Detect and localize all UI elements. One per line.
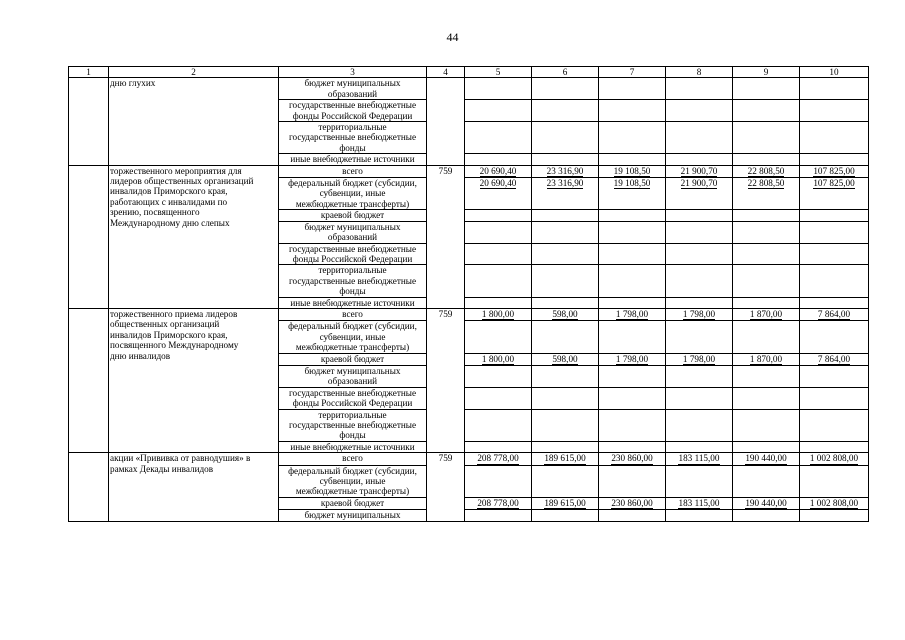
amount-cell <box>666 409 733 441</box>
page-number: 44 <box>446 30 459 44</box>
amount-value: 189 615,00 <box>544 497 586 508</box>
amount-cell <box>465 165 532 177</box>
funding-source-line: всего <box>342 453 363 464</box>
amount-cell <box>599 453 666 465</box>
amount-cell <box>532 308 599 320</box>
funding-source-cell <box>279 154 427 165</box>
funding-source-line: территориальные <box>318 409 387 420</box>
amount-cell <box>532 221 599 243</box>
amount-cell <box>733 453 800 465</box>
amount-cell <box>532 122 599 154</box>
column-header: 3 <box>279 67 427 78</box>
amount-value: 22 808,50 <box>747 165 785 176</box>
amount-cell <box>599 308 666 320</box>
amount-cell <box>800 409 869 441</box>
column-header: 6 <box>532 67 599 78</box>
funding-source-line: бюджет муниципальных <box>304 510 401 521</box>
measure-name-line: работающих с инвалидами по <box>110 196 228 207</box>
measure-name-line: лидеров общественных организаций <box>110 176 254 187</box>
amount-cell <box>666 387 733 409</box>
amount-cell <box>532 297 599 308</box>
measure-name-line: общественных организаций <box>110 319 220 330</box>
funding-source-line: краевой бюджет <box>320 210 385 221</box>
amount-cell <box>666 221 733 243</box>
amount-value: 23 316,90 <box>546 178 584 189</box>
amount-cell <box>800 178 869 210</box>
amount-value: 20 690,40 <box>479 178 517 189</box>
funding-source-line: фонды <box>339 286 366 297</box>
amount-cell <box>599 510 666 521</box>
column-header: 7 <box>599 67 666 78</box>
amount-value: 230 860,00 <box>611 453 653 464</box>
amount-cell <box>599 387 666 409</box>
amount-value: 21 900,70 <box>680 178 718 189</box>
table-row <box>69 78 869 100</box>
amount-cell <box>532 321 599 353</box>
amount-cell <box>800 465 869 497</box>
amount-cell <box>733 297 800 308</box>
amount-cell <box>465 353 532 365</box>
amount-cell <box>532 453 599 465</box>
amount-cell <box>800 265 869 297</box>
amount-cell <box>733 243 800 265</box>
amount-cell <box>666 453 733 465</box>
funding-source-line: фонды <box>339 430 366 441</box>
funding-source-line: межбюджетные трансферты) <box>295 198 410 209</box>
amount-cell <box>599 353 666 365</box>
amount-cell <box>666 265 733 297</box>
funding-source-cell <box>279 308 427 320</box>
amount-cell <box>666 210 733 221</box>
amount-cell <box>666 100 733 122</box>
measure-name-line: дню инвалидов <box>110 350 171 361</box>
funding-source-cell <box>279 265 427 297</box>
column-header: 2 <box>109 67 279 78</box>
amount-cell <box>666 122 733 154</box>
amount-cell <box>800 221 869 243</box>
funding-source-cell <box>279 122 427 154</box>
measure-name-line: рамках Декады инвалидов <box>110 463 214 474</box>
measure-name-line: Международному дню слепых <box>110 217 230 228</box>
amount-cell <box>733 265 800 297</box>
amount-cell <box>666 154 733 165</box>
amount-value: 1 798,00 <box>615 353 649 364</box>
funding-source-cell <box>279 510 427 521</box>
funding-source-cell <box>279 453 427 465</box>
amount-cell <box>465 100 532 122</box>
amount-cell <box>800 122 869 154</box>
amount-value: 7 864,00 <box>817 308 851 319</box>
column-header-row <box>69 67 869 78</box>
measure-name-cell <box>109 453 279 521</box>
amount-value: 230 860,00 <box>611 497 653 508</box>
funding-source-cell <box>279 465 427 497</box>
measure-name-cell <box>109 78 279 165</box>
amount-cell <box>599 100 666 122</box>
amount-cell <box>532 265 599 297</box>
amount-value: 1 002 808,00 <box>809 453 859 464</box>
funding-source-line: бюджет муниципальных <box>304 365 401 376</box>
amount-cell <box>800 297 869 308</box>
amount-value: 190 440,00 <box>745 497 787 508</box>
funding-source-cell <box>279 221 427 243</box>
amount-cell <box>666 243 733 265</box>
funding-source-line: образований <box>327 232 378 243</box>
budget-code-cell: 759 <box>427 308 465 452</box>
funding-source-line: государственные внебюджетные <box>288 420 417 430</box>
row-number-cell <box>69 308 109 452</box>
measure-name-line: зрению, посвященного <box>110 207 200 218</box>
amount-cell <box>532 365 599 387</box>
amount-value: 190 440,00 <box>745 453 787 464</box>
amount-cell <box>599 210 666 221</box>
amount-cell <box>666 308 733 320</box>
funding-source-line: федеральный бюджет (субсидии, <box>288 465 417 476</box>
amount-value: 1 800,00 <box>481 353 515 364</box>
funding-source-cell <box>279 441 427 452</box>
funding-source-line: фонды Российской Федерации <box>292 253 413 264</box>
funding-source-line: государственные внебюджетные <box>288 132 417 143</box>
column-header: 8 <box>666 67 733 78</box>
amount-cell <box>733 465 800 497</box>
amount-value: 183 115,00 <box>678 497 720 508</box>
amount-value: 1 798,00 <box>682 353 716 364</box>
funding-source-line: иные внебюджетные источники <box>290 441 415 452</box>
funding-source-line: образований <box>327 88 378 99</box>
amount-cell <box>800 387 869 409</box>
amount-cell <box>599 221 666 243</box>
amount-cell <box>465 243 532 265</box>
amount-value: 1 870,00 <box>749 308 783 319</box>
table-row <box>69 165 869 177</box>
funding-source-cell <box>279 497 427 509</box>
amount-cell <box>800 165 869 177</box>
amount-value: 208 778,00 <box>477 453 519 464</box>
row-number-cell <box>69 78 109 165</box>
amount-cell <box>599 165 666 177</box>
funding-source-cell <box>279 178 427 210</box>
amount-cell <box>599 178 666 210</box>
amount-cell <box>599 243 666 265</box>
amount-cell <box>733 441 800 452</box>
column-header: 10 <box>800 67 869 78</box>
funding-source-line: субвенции, иные <box>319 476 386 487</box>
measure-name-line: посвященного Международному <box>110 340 239 351</box>
amount-value: 7 864,00 <box>817 353 851 364</box>
measure-name-line: дню глухих <box>110 78 156 89</box>
amount-cell <box>465 297 532 308</box>
funding-source-cell <box>279 321 427 353</box>
amount-cell <box>532 243 599 265</box>
amount-value: 208 778,00 <box>477 497 519 508</box>
amount-cell <box>532 78 599 100</box>
amount-cell <box>532 353 599 365</box>
amount-cell <box>532 409 599 441</box>
budget-code-cell: 759 <box>427 453 465 521</box>
funding-source-line: краевой бюджет <box>320 497 385 508</box>
funding-source-cell <box>279 78 427 100</box>
amount-cell <box>465 178 532 210</box>
table-row <box>69 453 869 465</box>
amount-cell <box>800 453 869 465</box>
amount-value: 1 798,00 <box>615 308 649 319</box>
amount-cell <box>733 365 800 387</box>
amount-cell <box>465 409 532 441</box>
amount-value: 183 115,00 <box>678 453 720 464</box>
amount-cell <box>666 178 733 210</box>
funding-source-line: образований <box>327 376 378 387</box>
amount-cell <box>532 100 599 122</box>
funding-source-line: государственные внебюджетные <box>288 100 417 111</box>
amount-cell <box>733 221 800 243</box>
amount-cell <box>800 308 869 320</box>
funding-source-cell <box>279 210 427 221</box>
amount-cell <box>599 154 666 165</box>
amount-cell <box>800 243 869 265</box>
funding-source-line: всего <box>342 165 363 176</box>
funding-source-line: фонды Российской Федерации <box>292 398 413 409</box>
amount-cell <box>532 165 599 177</box>
funding-source-line: иные внебюджетные источники <box>290 154 415 165</box>
funding-source-line: бюджет муниципальных <box>304 78 401 89</box>
funding-source-line: иные внебюджетные источники <box>290 297 415 308</box>
amount-cell <box>733 210 800 221</box>
amount-cell <box>599 497 666 509</box>
amount-cell <box>800 78 869 100</box>
funding-source-line: бюджет муниципальных <box>304 221 401 232</box>
funding-source-line: межбюджетные трансферты) <box>295 342 410 353</box>
amount-value: 20 690,40 <box>479 165 517 176</box>
amount-cell <box>465 308 532 320</box>
amount-value: 598,00 <box>552 353 578 364</box>
amount-cell <box>800 353 869 365</box>
amount-cell <box>800 154 869 165</box>
amount-cell <box>733 321 800 353</box>
funding-source-line: межбюджетные трансферты) <box>295 486 410 497</box>
amount-cell <box>532 210 599 221</box>
amount-cell <box>465 453 532 465</box>
amount-cell <box>465 221 532 243</box>
amount-cell <box>465 465 532 497</box>
amount-value: 189 615,00 <box>544 453 586 464</box>
table-row <box>69 308 869 320</box>
amount-cell <box>532 178 599 210</box>
amount-cell <box>733 353 800 365</box>
funding-source-cell <box>279 297 427 308</box>
amount-cell <box>733 165 800 177</box>
amount-cell <box>733 122 800 154</box>
column-header: 1 <box>69 67 109 78</box>
measure-name-line: инвалидов Приморского края, <box>110 329 228 340</box>
amount-cell <box>599 365 666 387</box>
amount-cell <box>733 387 800 409</box>
amount-cell <box>599 321 666 353</box>
amount-cell <box>733 100 800 122</box>
amount-value: 19 108,50 <box>613 178 651 189</box>
amount-cell <box>532 510 599 521</box>
measure-name-line: акции «Прививка от равнодушия» в <box>110 453 251 464</box>
amount-cell <box>666 510 733 521</box>
funding-source-line: территориальные <box>318 265 387 276</box>
funding-source-line: государственные внебюджетные <box>288 387 417 398</box>
measure-name-line: торжественного приема лидеров <box>110 308 238 319</box>
funding-source-cell <box>279 353 427 365</box>
amount-cell <box>599 441 666 452</box>
amount-cell <box>733 154 800 165</box>
amount-value: 1 870,00 <box>749 353 783 364</box>
amount-cell <box>666 78 733 100</box>
amount-value: 1 798,00 <box>682 308 716 319</box>
amount-cell <box>733 510 800 521</box>
row-number-cell <box>69 453 109 521</box>
amount-value: 21 900,70 <box>680 165 718 176</box>
amount-cell <box>733 497 800 509</box>
amount-cell <box>532 497 599 509</box>
amount-cell <box>666 465 733 497</box>
funding-source-cell <box>279 387 427 409</box>
column-header: 9 <box>733 67 800 78</box>
column-header: 5 <box>465 67 532 78</box>
amount-value: 23 316,90 <box>546 165 584 176</box>
funding-source-line: всего <box>342 308 363 319</box>
funding-source-cell <box>279 365 427 387</box>
amount-cell <box>666 497 733 509</box>
amount-cell <box>465 441 532 452</box>
amount-cell <box>465 321 532 353</box>
amount-value: 598,00 <box>552 308 578 319</box>
amount-cell <box>666 297 733 308</box>
funding-source-line: фонды <box>339 142 366 153</box>
funding-source-line: государственные внебюджетные <box>288 243 417 254</box>
funding-source-line: фонды Российской Федерации <box>292 110 413 121</box>
column-header: 4 <box>427 67 465 78</box>
amount-cell <box>532 387 599 409</box>
amount-cell <box>599 78 666 100</box>
amount-value: 19 108,50 <box>613 165 651 176</box>
funding-source-cell <box>279 165 427 177</box>
amount-cell <box>599 265 666 297</box>
amount-cell <box>465 154 532 165</box>
measure-name-cell <box>109 308 279 452</box>
amount-cell <box>666 365 733 387</box>
funding-source-cell <box>279 409 427 441</box>
amount-cell <box>599 465 666 497</box>
amount-cell <box>465 210 532 221</box>
row-number-cell <box>69 165 109 308</box>
amount-cell <box>733 308 800 320</box>
amount-cell <box>800 441 869 452</box>
table-body <box>69 67 869 522</box>
amount-cell <box>465 510 532 521</box>
funding-source-line: федеральный бюджет (субсидии, <box>288 178 417 189</box>
amount-cell <box>666 165 733 177</box>
amount-cell <box>800 365 869 387</box>
funding-source-line: государственные внебюджетные <box>288 275 417 286</box>
amount-cell <box>800 321 869 353</box>
amount-cell <box>465 78 532 100</box>
amount-cell <box>733 178 800 210</box>
amount-value: 107 825,00 <box>813 165 855 176</box>
amount-cell <box>800 210 869 221</box>
funding-source-line: краевой бюджет <box>320 353 385 364</box>
budget-code-cell <box>427 78 465 165</box>
funding-source-cell <box>279 100 427 122</box>
amount-value: 107 825,00 <box>813 178 855 189</box>
amount-cell <box>599 297 666 308</box>
amount-cell <box>800 510 869 521</box>
amount-cell <box>800 497 869 509</box>
measure-name-line: инвалидов Приморского края, <box>110 186 228 197</box>
funding-source-line: территориальные <box>318 122 387 133</box>
measure-name-line: торжественного мероприятия для <box>110 165 242 176</box>
amount-cell <box>465 265 532 297</box>
amount-cell <box>733 409 800 441</box>
amount-cell <box>666 353 733 365</box>
amount-cell <box>465 497 532 509</box>
funding-source-line: субвенции, иные <box>319 188 386 199</box>
funding-source-line: субвенции, иные <box>319 331 386 342</box>
funding-source-cell <box>279 243 427 265</box>
amount-cell <box>532 441 599 452</box>
amount-cell <box>800 100 869 122</box>
amount-cell <box>465 387 532 409</box>
amount-cell <box>666 321 733 353</box>
amount-cell <box>599 409 666 441</box>
amount-value: 22 808,50 <box>747 178 785 189</box>
budget-code-cell: 759 <box>427 165 465 308</box>
budget-table <box>68 66 869 522</box>
amount-cell <box>733 78 800 100</box>
amount-value: 1 002 808,00 <box>809 497 859 508</box>
amount-cell <box>599 122 666 154</box>
amount-cell <box>465 122 532 154</box>
amount-cell <box>532 154 599 165</box>
measure-name-cell <box>109 165 279 308</box>
amount-value: 1 800,00 <box>481 308 515 319</box>
amount-cell <box>666 441 733 452</box>
amount-cell <box>465 365 532 387</box>
amount-cell <box>532 465 599 497</box>
funding-source-line: федеральный бюджет (субсидии, <box>288 321 417 332</box>
